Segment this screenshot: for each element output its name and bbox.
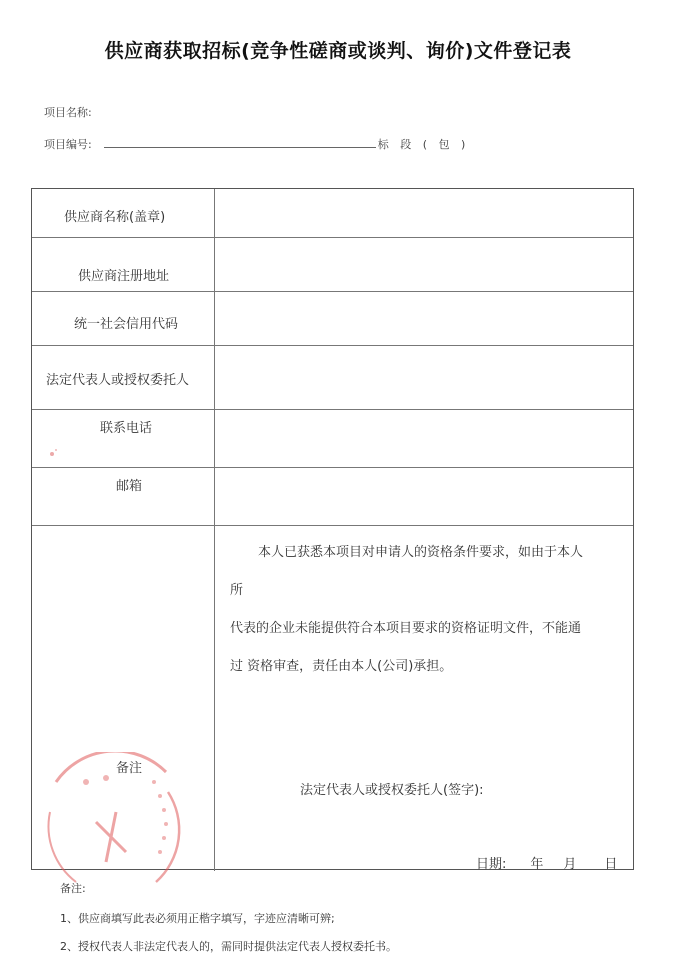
column-divider-remarks: [214, 525, 215, 871]
date-label: 日期:: [476, 857, 507, 872]
note-item-2: 2、授权代表人非法定代表人的，需同时提供法定代表人授权委托书。: [60, 940, 397, 953]
declaration-line-1: 本人已获悉本项目对申请人的资格条件要求，如由于本人: [258, 545, 584, 560]
section-label: 标 段 ( 包 ): [377, 138, 470, 151]
project-number-label: 项目编号:: [44, 138, 92, 151]
phone-field[interactable]: [215, 410, 633, 467]
project-number-field[interactable]: [104, 137, 376, 148]
credit-code-label: 统一社会信用代码: [74, 317, 179, 332]
ink-smudge: [46, 446, 60, 460]
signature-label: 法定代表人或授权委托人(签字):: [300, 783, 484, 798]
date-month: 月: [563, 857, 577, 872]
declaration-line-3: 代表的企业未能提供符合本项目要求的资格证明文件，不能通: [230, 621, 582, 636]
project-name-row: [44, 104, 92, 120]
notes-heading: 备注:: [60, 882, 86, 895]
row-divider: [32, 525, 633, 526]
signature-field[interactable]: [520, 773, 620, 795]
date-row: [476, 853, 617, 872]
legal-rep-field[interactable]: [215, 346, 633, 409]
note-item-1: 1、供应商填写此表必须用正楷字填写，字迹应清晰可辨;: [60, 912, 335, 925]
supplier-name-label: 供应商名称(盖章): [64, 210, 166, 225]
email-label: 邮箱: [116, 479, 143, 494]
registration-table: [31, 188, 634, 870]
phone-label: 联系电话: [100, 421, 153, 436]
page-title: 供应商获取招标(竞争性磋商或谈判、询价)文件登记表: [104, 40, 572, 62]
declaration-line-4: 过 资格审查，责任由本人(公司)承担。: [230, 659, 453, 674]
credit-code-field[interactable]: [215, 292, 633, 345]
supplier-address-field[interactable]: [215, 238, 633, 291]
legal-rep-label: 法定代表人或授权委托人: [46, 373, 190, 388]
remarks-label: 备注: [116, 761, 143, 776]
supplier-address-label: 供应商注册地址: [78, 269, 170, 284]
date-day: 日: [604, 857, 618, 872]
date-year: 年: [530, 857, 544, 872]
project-number-row: [44, 136, 469, 152]
declaration-line-2: 所: [230, 583, 244, 598]
project-name-label: 项目名称:: [44, 106, 92, 119]
supplier-name-field[interactable]: [215, 189, 633, 237]
email-field[interactable]: [215, 468, 633, 525]
